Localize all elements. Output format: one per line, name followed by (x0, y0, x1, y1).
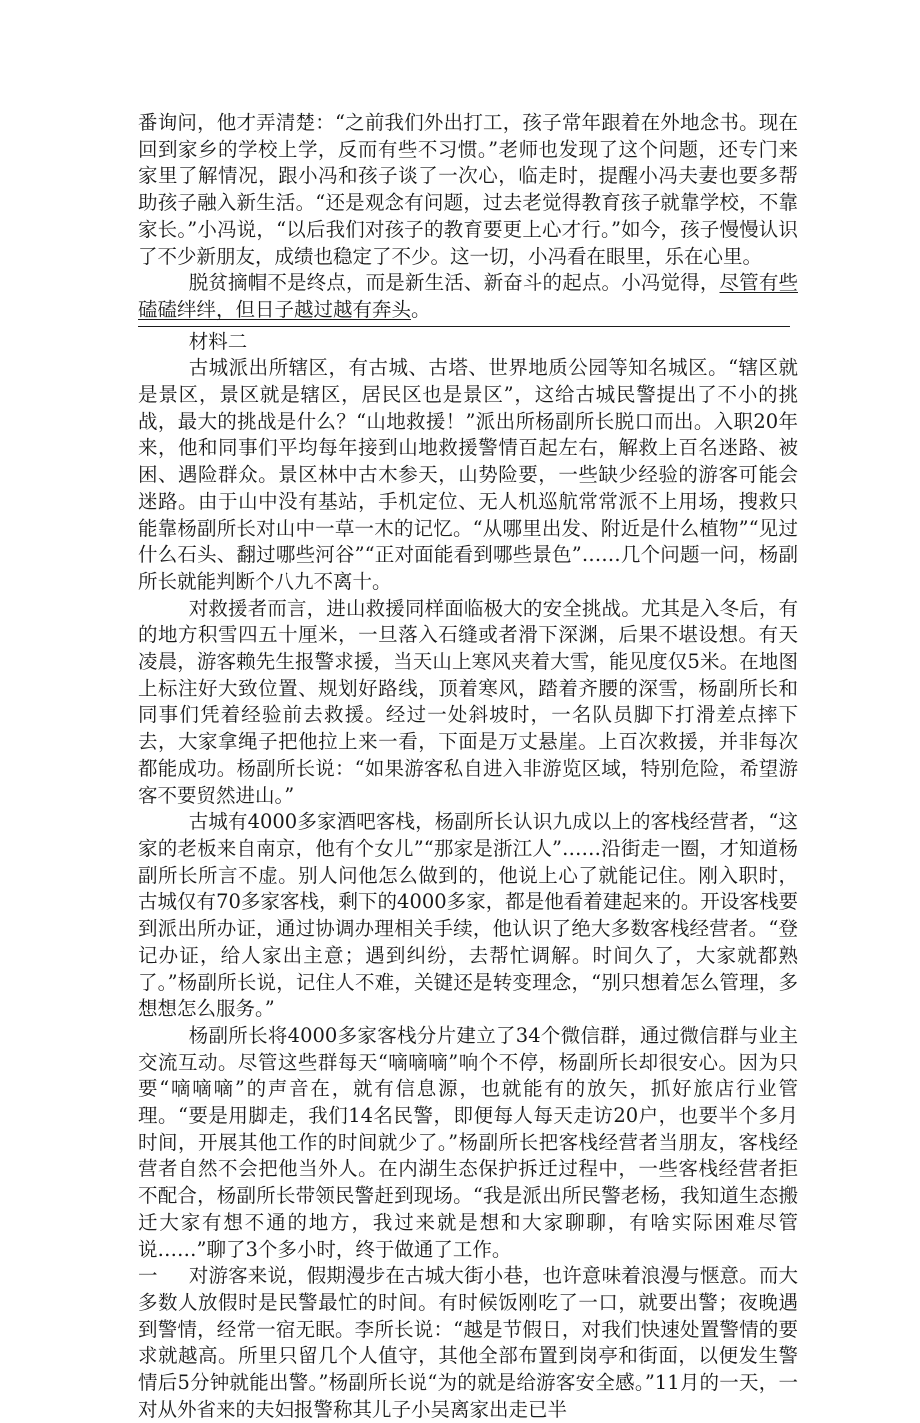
paragraph-5: 古城有4000多家酒吧客栈，杨副所长认识九成以上的客栈经营者，“这家的老板来自南京，他有个女儿”“那家是浙江人”……沿街走一圈，才知道杨副所长所言不虚。别人问他怎么做到的，他说上心了就能记住。刚入职时，古城仅有70多家客栈，剩下的4000多家，都是他看着建起来的。开设客栈要到派出所办证，通过协调办理相关手续，他认识了绝大多数客栈经营者。“登记办证，给人家出主意；遇到纠纷，去帮忙调解。时间久了，大家就都熟了。”杨副所长说，记住人不难，关键还是转变理念，“别只想着怎么管理，多想想怎么服务。” (138, 810, 798, 1021)
paragraph-7-dash: 一 (138, 1264, 158, 1288)
paragraph-2-text: 脱贫摘帽不是终点，而是新生活、新奋斗的起点。小冯觉得， (188, 271, 720, 295)
material-2-heading: 材料二 (188, 329, 248, 353)
paragraph-2 (138, 270, 798, 323)
document-body (138, 110, 798, 1423)
underlined-sentence: 尽管有些磕磕绊绊，但日子越过越有奔头 (138, 271, 798, 321)
paragraph-7 (138, 1263, 798, 1423)
paragraph-4: 对救援者而言，进山救援同样面临极大的安全挑战。尤其是入冬后，有的地方积雪四五十厘米，一旦落入石缝或者滑下深渊，后果不堪设想。有天凌晨，游客赖先生报警求援，当天山上寒风夹着大雪，能见度仅5米。在地图上标注好大致位置、规划好路线，顶着寒风，踏着齐腰的深雪，杨副所长和同事们凭着经验前去救援。经过一处斜坡时，一名队员脚下打滑差点摔下去，大家拿绳子把他拉上来一看，下面是万丈悬崖。上百次救援，并非每次都能成功。杨副所长说：“如果游客私自进入非游览区域，特别危险，希望游客不要贸然进山。” (138, 596, 798, 807)
paragraph-6: 杨副所长将4000多家客栈分片建立了34个微信群，通过微信群与业主交流互动。尽管这些群每天“嘀嘀嘀”响个不停，杨副所长却很安心。因为只要“嘀嘀嘀”的声音在，就有信息源，也就能有的放矢，抓好旅店行业管理。“要是用脚走，我们14名民警，即便每人每天走访20户，也要半个多月时间，开展其他工作的时间就少了。”杨副所长把客栈经营者当朋友，客栈经营者自然不会把他当外人。在内湖生态保护拆迁过程中，一些客栈经营者拒不配合，杨副所长带领民警赶到现场。“我是派出所民警老杨，我知道生态搬迁大家有想不通的地方，我过来就是想和大家聊聊，有啥实际困难尽管说……”聊了3个多小时，终于做通了工作。 (138, 1023, 798, 1261)
paragraph-2-end: 。 (411, 297, 431, 321)
paragraph-3: 古城派出所辖区，有古城、古塔、世界地质公园等知名城区。“辖区就是景区，景区就是辖区，居民区也是景区”，这给古城民警提出了不小的挑战，最大的挑战是什么？“山地救援！”派出所杨副所长脱口而出。入职20年来，他和同事们平均每年接到山地救援警情百起左右，解救上百名迷路、被困、遇险群众。景区林中古木参天，山势险要，一些缺少经验的游客可能会迷路。由于山中没有基站，手机定位、无人机巡航常常派不上用场，搜救只能靠杨副所长对山中一草一木的记忆。“从哪里出发、附近是什么植物”“见过什么石头、翻过哪些河谷”“正对面能看到哪些景色”……几个问题一问，杨副所长就能判断个八九不离十。 (138, 356, 798, 593)
paragraph-7-text: 对游客来说，假期漫步在古城大街小巷，也许意味着浪漫与惬意。而大多数人放假时是民警最忙的时间。有时候饭刚吃了一口，就要出警；夜晚遇到警情，经常一宿无眠。李所长说：“越是节假日，对我们快速处置警情的要求就越高。所里只留几个人值守，其他全部布置到岗亭和街面，以便发生警情后5分钟就能出警。”杨副所长说“为的就是给游客安全感。”11月的一天，一对从外省来的夫妇报警称其儿子小吴离家出走已半 (138, 1264, 798, 1421)
paragraph-1: 番询问，他才弄清楚：“之前我们外出打工，孩子常年跟着在外地念书。现在回到家乡的学校上学，反而有些不习惯。”老师也发现了这个问题，还专门来家里了解情况，跟小冯和孩子谈了一次心，临走时，提醒小冯夫妻也要多帮助孩子融入新生活。“还是观念有问题，过去老觉得教育孩子就靠学校，不靠家长。”小冯说，“以后我们对孩子的教育要更上心才行。”如今，孩子慢慢认识了不少新朋友，成绩也稳定了不少。这一切，小冯看在眼里，乐在心里。 (138, 111, 798, 268)
horizontal-rule (138, 326, 790, 327)
